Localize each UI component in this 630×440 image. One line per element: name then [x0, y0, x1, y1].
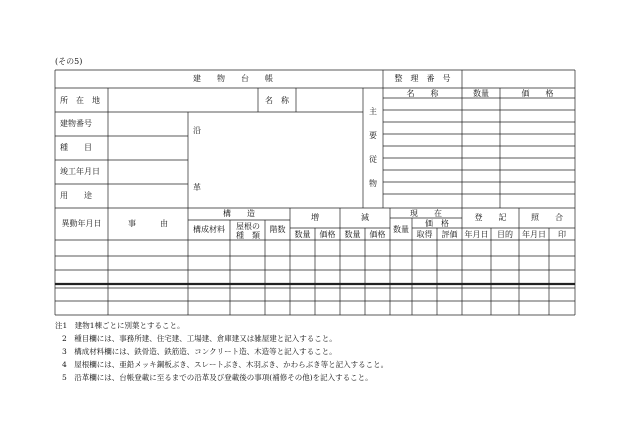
note-1: 注1 建物1棟ごとに別葉とすること。: [55, 321, 185, 330]
shougo-nengappi-header: 年月日: [522, 230, 546, 239]
setsubi-meisho-header: 名 称: [406, 89, 439, 98]
page-label: (その5): [55, 57, 83, 66]
shutoku-header: 取得: [416, 230, 433, 239]
zou-header: 増: [311, 213, 319, 222]
genzai-kakaku-header: 価 格: [425, 219, 449, 228]
shozaichi-label: 所 在 地: [60, 96, 100, 105]
enkaku-char-1: 沿: [193, 126, 201, 135]
touki-header: 登 記: [474, 213, 507, 222]
shuyo-char-1: 主: [369, 107, 377, 116]
shuyo-char-3: 従: [369, 155, 377, 164]
ledger-title: 建 物 台 帳: [193, 74, 273, 83]
tatemono-bango-label: 建物番号: [60, 119, 92, 128]
note-5: 5 沿革欄には、台帳登載に至るまでの沿革及び登載後の事項(補修その他)を記入すること。: [62, 373, 373, 382]
zou-suryo-header: 数量: [294, 230, 311, 239]
setsubi-suryo-header: 数量: [473, 89, 489, 98]
shougo-header: 照 合: [531, 213, 563, 222]
idou-header: 異動年月日: [61, 219, 102, 228]
kosei-zairyo-header: 構成材料: [193, 225, 225, 234]
kaisu-header: 階数: [269, 225, 286, 234]
gen-kakaku-header: 価格: [369, 230, 386, 239]
seiri-bango-label: 整 理 番 号: [394, 74, 451, 83]
shunko-label: 竣工年月日: [60, 167, 100, 176]
kozo-header: 構 造: [223, 209, 255, 218]
zou-kakaku-header: 価格: [319, 230, 336, 239]
touki-mokuteki-header: 目的: [497, 230, 513, 239]
enkaku-char-2: 革: [193, 183, 201, 192]
genzai-suryo-header: 数量: [393, 225, 409, 234]
shumoku-label: 種 目: [60, 143, 92, 152]
gen-header: 減: [361, 213, 369, 222]
shougo-in-header: 印: [558, 230, 566, 239]
yoto-label: 用 途: [60, 191, 92, 200]
genzai-header: 現 在: [410, 209, 442, 218]
touki-nengappi-header: 年月日: [464, 230, 489, 239]
shuyo-char-2: 要: [369, 131, 377, 140]
note-3: 3 構成材料欄には、鉄骨造、鉄筋造、コンクリート造、木造等と記入すること。: [62, 347, 337, 356]
note-4: 4 屋根欄には、亜鉛メッキ鋼板ぶき、スレートぶき、木羽ぶき、かわらぶき等と記入すること。: [62, 360, 389, 369]
yane-header: 屋根の種 類: [236, 222, 260, 240]
setsubi-kakaku-header: 価 格: [521, 89, 554, 98]
gen-suryo-header: 数量: [344, 230, 361, 239]
note-2: 2 種目欄には、事務所建、住宅建、工場建、倉庫建又は雑屋建と記入すること。: [62, 334, 337, 343]
shuyo-char-4: 物: [369, 179, 377, 188]
hyoka-header: 評価: [441, 230, 458, 239]
jiyu-header: 事 由: [128, 219, 168, 228]
meisho-label: 名 称: [265, 96, 289, 105]
